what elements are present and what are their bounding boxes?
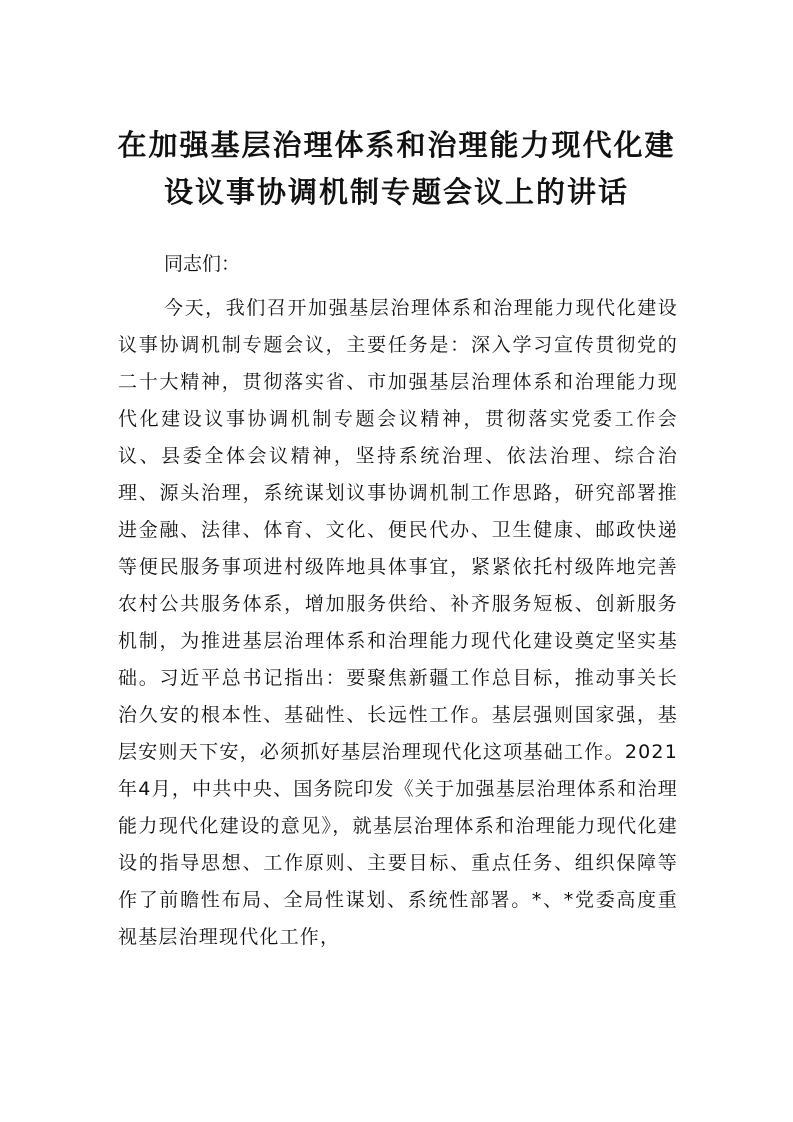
salutation: 同志们： [164,253,241,275]
document-title-line-2: 设议事协调机制专题会议上的讲话 [163,175,629,209]
body-paragraph: 今天，我们召开加强基层治理体系和治理能力现代化建设议事协调机制专题会议，主要任务是：深入学习宣传贯彻党的二十大精神，贯彻落实省、市加强基层治理体系和治理能力现代化建设议事协调机制专题会议精神，贯彻落实党委工作会议、县委全体会议精神，坚持系统治理、依法治理、综合治理、源头治理，系统谋划议事协调机制工作思路，研究部署推进金融、法律、体育、文化、便民代办、卫生健康、邮政快递等便民服务事项进村级阵地具体事宜，紧紧依托村级阵地完善农村公共服务体系，增加服务供给、补齐服务短板、创新服务机制，为推进基层治理体系和治理能力现代化建设奠定坚实基础。习近平总书记指出：要聚焦新疆工作总目标，推动事关长治久安的根本性、基础性、长远性工作。基层强则国家强，基层安则天下安，必须抓好基层治理现代化这项基础工作。2021年4月，中共中央、国务院印发《关于加强基层治理体系和治理能力现代化建设的意见》，就基层治理体系和治理能力现代化建设的指导思想、工作原则、主要目标、重点任务、组织保障等作了前瞻性布局、全局性谋划、系统性部署。*、*党委高度重视基层治理现代化工作， [118,297,678,948]
document-title-line-1: 在加强基层治理体系和治理能力现代化建 [117,128,676,162]
